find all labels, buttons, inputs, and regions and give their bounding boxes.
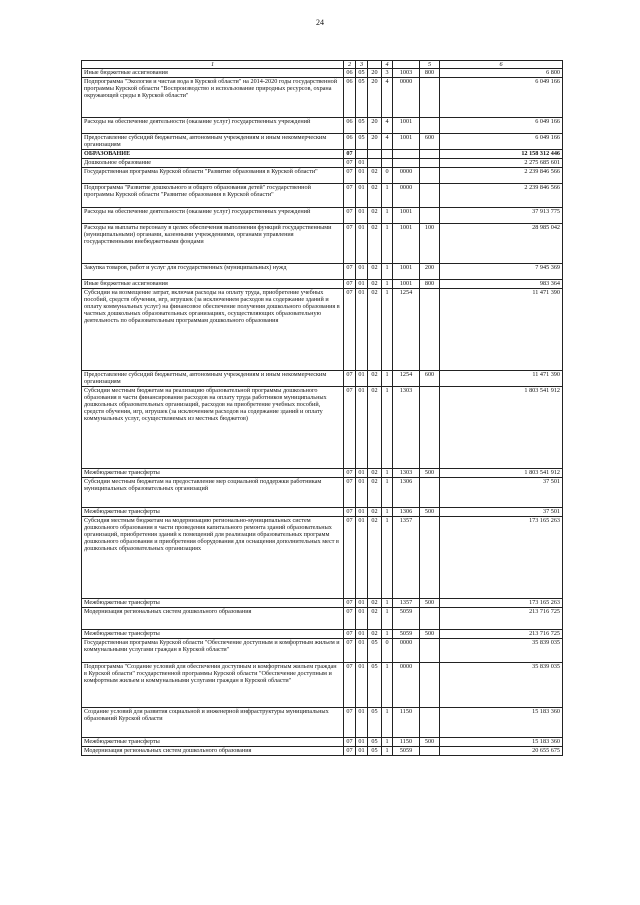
row-section: 07 (344, 508, 356, 517)
row-section: 06 (344, 69, 356, 78)
row-name: Государственная программа Курской области "Обеспечение доступным и комфортным жильем и коммунальными услугами граждан в Курской области" (82, 639, 344, 663)
row-subsection: 01 (356, 280, 368, 289)
row-program: 02 (368, 280, 382, 289)
row-subprogram: 1 (382, 289, 393, 371)
row-section: 07 (344, 630, 356, 639)
row-name: Модернизация региональных систем дошкольного образования (82, 747, 344, 756)
row-sum: 2 275 685 601 (440, 159, 563, 168)
row-sum: 2 239 846 566 (440, 184, 563, 208)
row-subprogram: 1 (382, 517, 393, 599)
row-section: 07 (344, 599, 356, 608)
row-subsection: 01 (356, 289, 368, 371)
row-program: 02 (368, 508, 382, 517)
row-section: 07 (344, 738, 356, 747)
row-section: 06 (344, 134, 356, 150)
row-direction: 1357 (393, 599, 420, 608)
row-name: Предоставление субсидий бюджетным, автономным учреждениям и иным некоммерческим организациям (82, 134, 344, 150)
row-section: 07 (344, 371, 356, 387)
row-subprogram: 1 (382, 208, 393, 224)
row-sum: 983 364 (440, 280, 563, 289)
row-direction: 5059 (393, 747, 420, 756)
row-subsection: 05 (356, 78, 368, 118)
row-subprogram: 4 (382, 134, 393, 150)
row-subprogram: 1 (382, 280, 393, 289)
table-row (82, 469, 563, 478)
row-program: 02 (368, 289, 382, 371)
row-subsection: 01 (356, 663, 368, 708)
row-name: Субсидии местным бюджетам на предоставление мер социальной поддержки работникам муниципальных образовательных организаций (82, 478, 344, 508)
table-row (82, 663, 563, 708)
row-program (368, 159, 382, 168)
header-name: 1 (82, 61, 344, 69)
row-section: 07 (344, 517, 356, 599)
row-sum: 173 165 263 (440, 517, 563, 599)
row-sum: 37 501 (440, 508, 563, 517)
row-section: 07 (344, 264, 356, 280)
row-subprogram: 1 (382, 224, 393, 264)
row-subsection: 01 (356, 630, 368, 639)
row-section: 07 (344, 663, 356, 708)
row-expense-type: 600 (420, 371, 440, 387)
row-expense-type (420, 208, 440, 224)
row-sum: 7 945 369 (440, 264, 563, 280)
row-sum: 6 800 (440, 69, 563, 78)
table-row (82, 630, 563, 639)
row-section: 07 (344, 747, 356, 756)
table-row (82, 118, 563, 134)
row-name: Межбюджетные трансферты (82, 630, 344, 639)
row-name: Расходы на обеспечение деятельности (оказание услуг) государственных учреждений (82, 118, 344, 134)
row-program: 02 (368, 630, 382, 639)
row-name: Расходы на обеспечение деятельности (оказание услуг) государственных учреждений (82, 208, 344, 224)
row-section: 07 (344, 159, 356, 168)
row-program: 02 (368, 184, 382, 208)
table-row (82, 134, 563, 150)
row-program (368, 150, 382, 159)
row-subprogram: 1 (382, 599, 393, 608)
row-name: Субсидии на возмещение затрат, включая расходы на оплату труда, приобретение учебных пособий, средств обучения, игр, игрушек (за исключением расходов на содержание зданий и оплату коммунальных услуг) на финансовое обеспечение получения дошкольного образования в частных дошкольных образовательных организациях, осуществляющих образовательную деятельность по образовательным программам дошкольного образования (82, 289, 344, 371)
row-direction: 0000 (393, 168, 420, 184)
row-program: 05 (368, 708, 382, 738)
row-program: 02 (368, 371, 382, 387)
row-direction: 1303 (393, 387, 420, 469)
row-section: 07 (344, 387, 356, 469)
row-subsection: 01 (356, 599, 368, 608)
row-subprogram: 1 (382, 747, 393, 756)
row-program: 20 (368, 134, 382, 150)
budget-table (81, 60, 563, 756)
row-program: 20 (368, 69, 382, 78)
table-row (82, 208, 563, 224)
row-expense-type: 500 (420, 469, 440, 478)
row-subsection: 01 (356, 264, 368, 280)
row-subsection: 01 (356, 478, 368, 508)
row-sum: 37 913 775 (440, 208, 563, 224)
row-subsection: 01 (356, 639, 368, 663)
row-sum: 6 049 166 (440, 134, 563, 150)
row-expense-type (420, 708, 440, 738)
row-direction: 1001 (393, 224, 420, 264)
row-expense-type (420, 289, 440, 371)
row-program: 02 (368, 517, 382, 599)
row-subsection: 01 (356, 469, 368, 478)
row-direction: 1150 (393, 708, 420, 738)
row-name: Иные бюджетные ассигнования (82, 280, 344, 289)
row-subprogram: 1 (382, 608, 393, 630)
row-name: Межбюджетные трансферты (82, 738, 344, 747)
row-name: Субсидия местным бюджетам на модернизацию регионально-муниципальных систем дошкольного образования в части проведения капитального ремонта зданий образовательных организаций, приобретения зданий к помещений для реализации образовательных программ дошкольного образования и приобретения оборудования для оснащения дополнительных мест в дошкольных образовательных организациях (82, 517, 344, 599)
row-direction: 1254 (393, 289, 420, 371)
row-section: 07 (344, 708, 356, 738)
row-direction: 0000 (393, 184, 420, 208)
row-name: ОБРАЗОВАНИЕ (82, 150, 344, 159)
row-program: 02 (368, 478, 382, 508)
row-direction: 1150 (393, 738, 420, 747)
row-subsection: 01 (356, 747, 368, 756)
row-program: 05 (368, 663, 382, 708)
row-subsection: 01 (356, 184, 368, 208)
row-direction: 1001 (393, 280, 420, 289)
row-expense-type (420, 517, 440, 599)
row-expense-type (420, 184, 440, 208)
row-name: Закупка товаров, работ и услуг для государственных (муниципальных) нужд (82, 264, 344, 280)
row-section: 07 (344, 639, 356, 663)
row-sum: 1 803 541 912 (440, 387, 563, 469)
row-section: 07 (344, 289, 356, 371)
row-subprogram: 0 (382, 168, 393, 184)
table-row (82, 159, 563, 168)
table-row (82, 738, 563, 747)
row-expense-type (420, 150, 440, 159)
row-sum: 11 471 390 (440, 289, 563, 371)
row-section: 07 (344, 224, 356, 264)
row-subsection: 05 (356, 69, 368, 78)
table-row (82, 150, 563, 159)
row-subsection: 01 (356, 224, 368, 264)
row-section: 07 (344, 208, 356, 224)
row-sum: 15 183 360 (440, 738, 563, 747)
row-subprogram: 1 (382, 478, 393, 508)
header-subprogram: 4 (382, 61, 393, 69)
row-subsection (356, 150, 368, 159)
row-direction: 1306 (393, 478, 420, 508)
row-direction (393, 150, 420, 159)
row-sum: 6 049 166 (440, 118, 563, 134)
row-direction: 5059 (393, 608, 420, 630)
row-program: 05 (368, 639, 382, 663)
row-sum: 173 165 263 (440, 599, 563, 608)
row-program: 02 (368, 168, 382, 184)
header-sum: 6 (440, 61, 563, 69)
row-name: Модернизация региональных систем дошкольного образования (82, 608, 344, 630)
row-sum: 11 471 390 (440, 371, 563, 387)
row-expense-type: 500 (420, 738, 440, 747)
table-row (82, 264, 563, 280)
row-sum: 20 655 675 (440, 747, 563, 756)
row-name: Межбюджетные трансферты (82, 599, 344, 608)
row-expense-type (420, 663, 440, 708)
row-name: Иные бюджетные ассигнования (82, 69, 344, 78)
row-expense-type (420, 608, 440, 630)
row-direction: 0000 (393, 78, 420, 118)
row-expense-type (420, 159, 440, 168)
row-subsection: 01 (356, 387, 368, 469)
row-expense-type (420, 168, 440, 184)
row-sum: 35 839 035 (440, 663, 563, 708)
row-subsection: 01 (356, 208, 368, 224)
row-direction: 0000 (393, 663, 420, 708)
row-direction: 1306 (393, 508, 420, 517)
row-direction: 5059 (393, 630, 420, 639)
row-subprogram: 1 (382, 663, 393, 708)
row-program: 02 (368, 208, 382, 224)
row-name: Межбюджетные трансферты (82, 508, 344, 517)
row-subsection: 05 (356, 134, 368, 150)
row-direction: 1001 (393, 208, 420, 224)
row-subprogram: 1 (382, 630, 393, 639)
row-subprogram: 4 (382, 78, 393, 118)
row-name: Дошкольное образование (82, 159, 344, 168)
row-name: Подпрограмма "Развитие дошкольного и общего образования детей" государственной программы Курской области "Развитие образования в Курской области" (82, 184, 344, 208)
row-section: 07 (344, 280, 356, 289)
row-expense-type (420, 78, 440, 118)
row-subsection: 01 (356, 508, 368, 517)
row-expense-type: 100 (420, 224, 440, 264)
table-row (82, 508, 563, 517)
table-row (82, 184, 563, 208)
row-section: 07 (344, 168, 356, 184)
row-name: Предоставление субсидий бюджетным, автономным учреждениям и иным некоммерческим организациям (82, 371, 344, 387)
row-expense-type: 500 (420, 599, 440, 608)
row-name: Межбюджетные трансферты (82, 469, 344, 478)
row-sum: 2 239 846 566 (440, 168, 563, 184)
table-row (82, 608, 563, 630)
row-program: 02 (368, 608, 382, 630)
row-subsection: 01 (356, 608, 368, 630)
table-row (82, 224, 563, 264)
row-subprogram: 1 (382, 708, 393, 738)
row-expense-type (420, 747, 440, 756)
table-row (82, 639, 563, 663)
table-row (82, 289, 563, 371)
row-subprogram: 1 (382, 371, 393, 387)
row-program: 02 (368, 599, 382, 608)
row-direction: 1001 (393, 118, 420, 134)
row-subprogram: 1 (382, 469, 393, 478)
row-name: Подпрограмма "Создание условий для обеспечения доступным и комфортным жильем граждан в Курской области" государственной программы Курской области "Обеспечение доступным и комфортным жильем и коммунальными услугами граждан в Курской области" (82, 663, 344, 708)
row-subsection: 01 (356, 517, 368, 599)
table-row (82, 371, 563, 387)
row-subsection: 01 (356, 738, 368, 747)
row-name: Субсидии местным бюджетам на реализацию образовательной программы дошкольного образования в части финансирования расходов на оплату труда работников муниципальных дошкольных образовательных организаций, расходов на приобретение учебных пособий, средств обучения, игр, игрушек (за исключением расходов на содержание зданий и оплату коммунальных услуг, осуществляемых из местных бюджетов) (82, 387, 344, 469)
row-subsection: 01 (356, 168, 368, 184)
row-expense-type (420, 387, 440, 469)
page-number: 24 (316, 18, 324, 27)
row-subprogram: 1 (382, 738, 393, 747)
row-subsection: 01 (356, 159, 368, 168)
row-program: 20 (368, 118, 382, 134)
row-direction (393, 159, 420, 168)
row-name: Создание условий для развития социальной и инженерной инфраструктуры муниципальных образований Курской области (82, 708, 344, 738)
header-subsection: 3 (356, 61, 368, 69)
row-expense-type (420, 478, 440, 508)
row-name: Подпрограмма "Экология и чистая вода в Курской области" на 2014-2020 годы государственной программы Курской области "Воспроизводство и использование природных ресурсов, охрана окружающей среды в Курской области" (82, 78, 344, 118)
table-header-row (82, 61, 563, 69)
table-row (82, 599, 563, 608)
row-section: 06 (344, 118, 356, 134)
table-row (82, 78, 563, 118)
row-subprogram (382, 150, 393, 159)
row-section: 07 (344, 184, 356, 208)
row-program: 02 (368, 224, 382, 264)
header-expense-type: 5 (420, 61, 440, 69)
row-subprogram: 1 (382, 508, 393, 517)
row-subprogram: 1 (382, 264, 393, 280)
row-subprogram: 4 (382, 118, 393, 134)
row-program: 20 (368, 78, 382, 118)
row-section: 07 (344, 469, 356, 478)
row-sum: 12 158 312 446 (440, 150, 563, 159)
row-subprogram: 0 (382, 639, 393, 663)
row-name: Государственная программа Курской области "Развитие образования в Курской области" (82, 168, 344, 184)
row-sum: 1 803 541 912 (440, 469, 563, 478)
row-program: 05 (368, 738, 382, 747)
table-row (82, 517, 563, 599)
row-name: Расходы на выплаты персоналу в целях обеспечения выполнения функций государственными (муниципальными) органами, казенными учреждениями, органами управления государственными внебюджетными фондами (82, 224, 344, 264)
row-subprogram: 3 (382, 69, 393, 78)
row-expense-type (420, 118, 440, 134)
row-expense-type: 500 (420, 508, 440, 517)
row-sum: 28 985 042 (440, 224, 563, 264)
row-expense-type: 200 (420, 264, 440, 280)
row-subprogram: 1 (382, 184, 393, 208)
header-program (368, 61, 382, 69)
table-row (82, 708, 563, 738)
row-sum: 6 049 166 (440, 78, 563, 118)
row-sum: 35 839 035 (440, 639, 563, 663)
row-subsection: 01 (356, 708, 368, 738)
row-subsection: 01 (356, 371, 368, 387)
row-section: 07 (344, 608, 356, 630)
row-sum: 15 183 360 (440, 708, 563, 738)
table-row (82, 280, 563, 289)
table-row (82, 478, 563, 508)
row-section: 06 (344, 78, 356, 118)
row-program: 05 (368, 747, 382, 756)
header-section: 2 (344, 61, 356, 69)
row-direction: 1357 (393, 517, 420, 599)
table-row (82, 747, 563, 756)
row-expense-type: 800 (420, 280, 440, 289)
row-direction: 0000 (393, 639, 420, 663)
row-sum: 37 501 (440, 478, 563, 508)
header-direction (393, 61, 420, 69)
row-section: 07 (344, 150, 356, 159)
row-direction: 1003 (393, 69, 420, 78)
row-direction: 1303 (393, 469, 420, 478)
row-section: 07 (344, 478, 356, 508)
table-row (82, 168, 563, 184)
row-subsection: 05 (356, 118, 368, 134)
row-sum: 213 716 725 (440, 608, 563, 630)
row-direction: 1001 (393, 134, 420, 150)
row-expense-type: 800 (420, 69, 440, 78)
row-expense-type (420, 639, 440, 663)
row-program: 02 (368, 469, 382, 478)
row-expense-type: 600 (420, 134, 440, 150)
row-sum: 213 716 725 (440, 630, 563, 639)
row-program: 02 (368, 264, 382, 280)
row-subprogram: 1 (382, 387, 393, 469)
row-direction: 1001 (393, 264, 420, 280)
table-row (82, 69, 563, 78)
row-subprogram (382, 159, 393, 168)
table-row (82, 387, 563, 469)
row-program: 02 (368, 387, 382, 469)
row-direction: 1254 (393, 371, 420, 387)
row-expense-type: 500 (420, 630, 440, 639)
